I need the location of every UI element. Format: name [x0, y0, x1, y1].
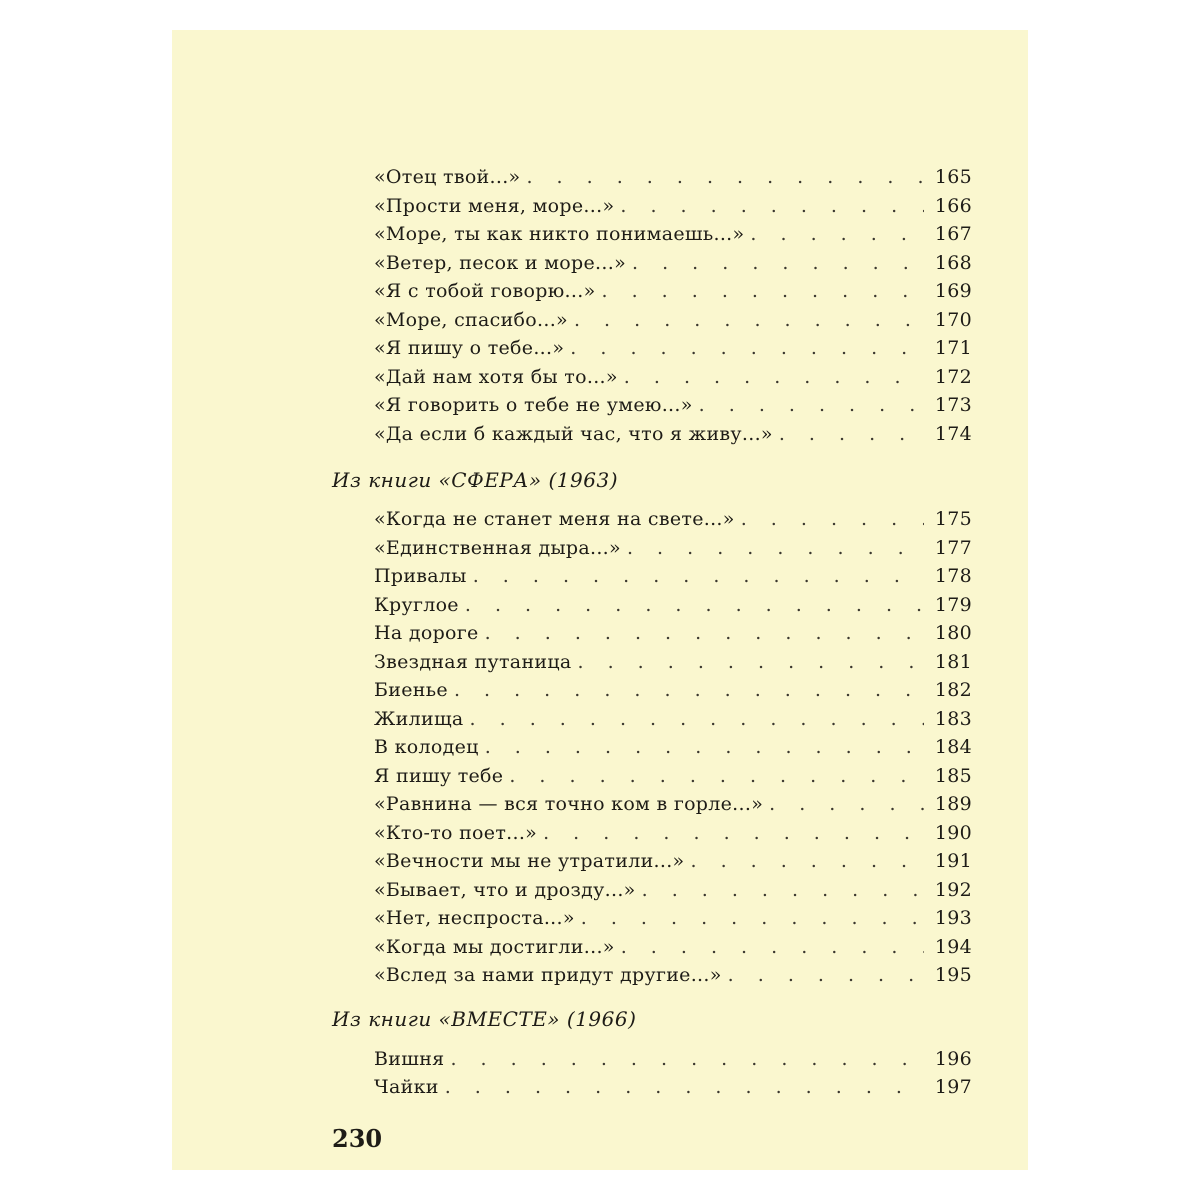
toc-entry: [374, 1048, 972, 1076]
dot-leader: [728, 964, 924, 986]
toc-entry-title: «Нет, неспроста...»: [374, 907, 575, 929]
dot-leader: [473, 565, 924, 587]
dot-leader: [450, 1048, 924, 1070]
toc-entry: [374, 223, 972, 251]
toc-entry-page: 189: [934, 793, 972, 815]
toc-entry: [374, 508, 972, 536]
toc-entry: [374, 936, 972, 964]
toc-entry-title: «Да если б каждый час, что я живу...»: [374, 423, 773, 445]
toc-entry-page: 192: [934, 879, 972, 901]
toc-entry-title: «Единственная дыра...»: [374, 537, 621, 559]
dot-leader: [750, 223, 924, 245]
toc-entry: [374, 765, 972, 793]
toc-entry: [374, 850, 972, 878]
toc-entry-page: 179: [934, 594, 972, 616]
toc-entry: [374, 622, 972, 650]
dot-leader: [620, 195, 924, 217]
dot-leader: [621, 936, 924, 958]
dot-leader: [642, 879, 924, 901]
toc-entry: [374, 280, 972, 308]
toc-entry: [374, 793, 972, 821]
dot-leader: [602, 280, 925, 302]
toc-entry: [374, 679, 972, 707]
toc-entry-title: Круглое: [374, 594, 459, 616]
toc-entry-page: 197: [934, 1076, 972, 1098]
toc-entry-page: 169: [934, 280, 972, 302]
toc-entry: [374, 166, 972, 194]
toc-entry: [374, 736, 972, 764]
toc-entry: [374, 822, 972, 850]
toc-entry: [374, 964, 972, 992]
dot-leader: [699, 394, 924, 416]
toc-entry: [374, 337, 972, 365]
toc-entry-title: «Море, ты как никто понимаешь...»: [374, 223, 745, 245]
toc-entry-title: «Когда мы достигли...»: [374, 936, 615, 958]
dot-leader: [543, 822, 924, 844]
toc-entry-page: 178: [934, 565, 972, 587]
toc-entry-title: «Равнина — вся точно ком в горле...»: [374, 793, 764, 815]
dot-leader: [690, 850, 924, 872]
toc-entry: [374, 651, 972, 679]
toc-entry-title: Биенье: [374, 679, 448, 701]
toc-entry: [374, 1076, 972, 1104]
toc-entry-title: В колодец: [374, 736, 479, 758]
toc-entry-page: 194: [934, 936, 972, 958]
toc-entry-page: 193: [934, 907, 972, 929]
toc-entry-title: «Вслед за нами придут другие...»: [374, 964, 722, 986]
dot-leader: [454, 679, 924, 701]
page-number: 230: [332, 1124, 383, 1153]
toc-entry-page: 185: [934, 765, 972, 787]
toc-entry-page: 168: [934, 252, 972, 274]
dot-leader: [578, 651, 924, 673]
toc-entry-page: 182: [934, 679, 972, 701]
dot-leader: [465, 594, 924, 616]
section-heading-sfera: Из книги «СФЕРА» (1963): [332, 468, 618, 492]
toc-entry-page: 167: [934, 223, 972, 245]
toc-entry-title: «Ветер, песок и море...»: [374, 252, 627, 274]
dot-leader: [470, 708, 924, 730]
toc-entry-page: 173: [934, 394, 972, 416]
toc-entry-title: «Кто-то поет...»: [374, 822, 538, 844]
toc-entry-page: 181: [934, 651, 972, 673]
toc-entry: [374, 879, 972, 907]
toc-entry-page: 195: [934, 964, 972, 986]
toc-entry: [374, 195, 972, 223]
toc-entry-page: 177: [934, 537, 972, 559]
toc-entry-title: «Я с тобой говорю...»: [374, 280, 596, 302]
toc-entry-title: Звездная путаница: [374, 651, 572, 673]
toc-entry-page: 196: [934, 1048, 972, 1070]
toc-entry-page: 174: [934, 423, 972, 445]
toc-entry-page: 172: [934, 366, 972, 388]
toc-entry: [374, 252, 972, 280]
dot-leader: [581, 907, 924, 929]
toc-entry-page: 190: [934, 822, 972, 844]
toc-entry-title: «Отец твой...»: [374, 166, 521, 188]
toc-entry-page: 184: [934, 736, 972, 758]
dot-leader: [632, 252, 924, 274]
toc-entry-page: 171: [934, 337, 972, 359]
toc-entry-page: 191: [934, 850, 972, 872]
toc-entry: [374, 565, 972, 593]
toc-entry-title: «Море, спасибо...»: [374, 309, 568, 331]
toc-entry-title: «Когда не станет меня на свете...»: [374, 508, 735, 530]
dot-leader: [570, 337, 924, 359]
toc-entry-page: 166: [934, 195, 972, 217]
dot-leader: [769, 793, 924, 815]
dot-leader: [624, 366, 924, 388]
toc-entry-title: Я пишу тебе: [374, 765, 504, 787]
toc-entry: [374, 423, 972, 451]
toc-entry-title: «Бывает, что и дрозду...»: [374, 879, 636, 901]
dot-leader: [627, 537, 924, 559]
toc-entry: [374, 394, 972, 422]
dot-leader: [509, 765, 924, 787]
toc-entry: [374, 594, 972, 622]
dot-leader: [485, 622, 924, 644]
toc-entry-title: «Я говорить о тебе не умею...»: [374, 394, 693, 416]
toc-entry-title: «Я пишу о тебе...»: [374, 337, 565, 359]
toc-entry-title: «Прости меня, море...»: [374, 195, 615, 217]
dot-leader: [485, 736, 924, 758]
dot-leader: [574, 309, 924, 331]
toc-entry-title: «Вечности мы не утратили...»: [374, 850, 685, 872]
toc-entry: [374, 907, 972, 935]
toc-entry-page: 165: [934, 166, 972, 188]
dot-leader: [526, 166, 924, 188]
toc-entry: [374, 708, 972, 736]
toc-entry-title: На дороге: [374, 622, 479, 644]
toc-entry: [374, 309, 972, 337]
toc-entry-title: Чайки: [374, 1076, 439, 1098]
toc-entry-title: «Дай нам хотя бы то...»: [374, 366, 618, 388]
toc-entry: [374, 537, 972, 565]
toc-entry-page: 170: [934, 309, 972, 331]
toc-entry-title: Жилища: [374, 708, 464, 730]
dot-leader: [741, 508, 924, 530]
dot-leader: [779, 423, 924, 445]
book-page: [172, 30, 1028, 1170]
dot-leader: [445, 1076, 924, 1098]
toc-entry-page: 183: [934, 708, 972, 730]
toc-entry-title: Привалы: [374, 565, 467, 587]
toc-entry: [374, 366, 972, 394]
section-heading-vmeste: Из книги «ВМЕСТЕ» (1966): [332, 1007, 637, 1031]
toc-entry-title: Вишня: [374, 1048, 445, 1070]
toc-entry-page: 180: [934, 622, 972, 644]
toc-entry-page: 175: [934, 508, 972, 530]
